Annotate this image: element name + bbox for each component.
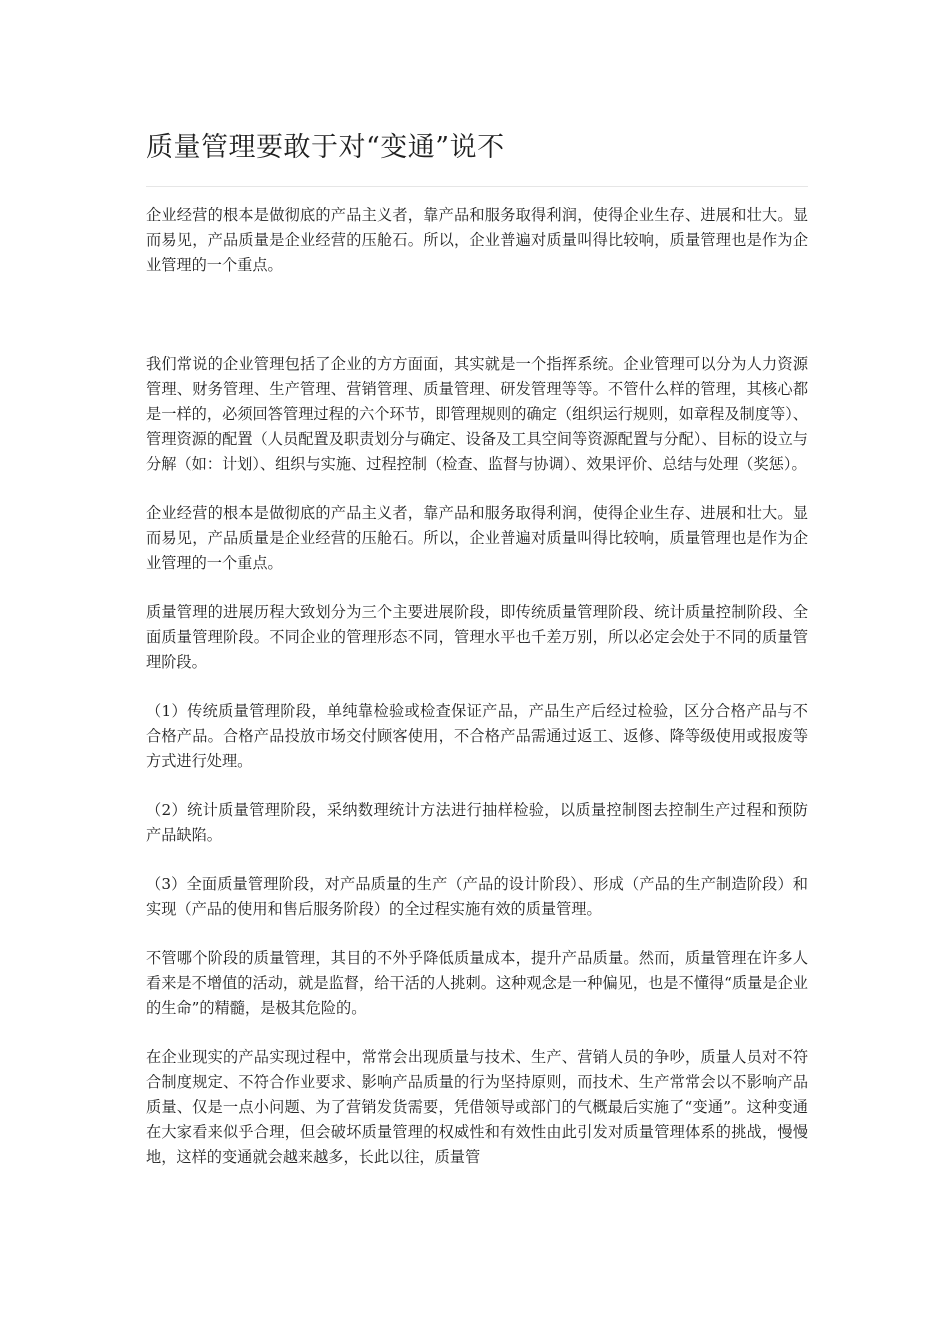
paragraph-stage-1: （1）传统质量管理阶段，单纯靠检验或检查保证产品，产品生产后经过检验，区分合格产品与不合格产品。合格产品投放市场交付顾客使用，不合格产品需通过返工、返修、降等级使用或报废等方式进行处理。: [146, 702, 808, 770]
paragraph-stage-3: （3）全面质量管理阶段，对产品质量的生产（产品的设计阶段）、形成（产品的生产制造阶段）和实现（产品的使用和售后服务阶段）的全过程实施有效的质量管理。: [146, 875, 808, 918]
paragraph-intro: 企业经营的根本是做彻底的产品主义者，靠产品和服务取得利润，使得企业生存、进展和壮大。显而易见，产品质量是企业经营的压舱石。所以，企业普遍对质量叫得比较响，质量管理也是作为企业管理的一个重点。: [146, 206, 808, 274]
article-body: [146, 203, 808, 1170]
paragraph-purpose: 不管哪个阶段的质量管理，其目的不外乎降低质量成本，提升产品质量。然而，质量管理在许多人看来是不增值的活动，就是监督，给干活的人挑刺。这种观念是一种偏见，也是不懂得“质量是企业的生命”的精髓，是极其危险的。: [146, 949, 808, 1017]
paragraph-enterprise-management: 我们常说的企业管理包括了企业的方方面面，其实就是一个指挥系统。企业管理可以分为人力资源管理、财务管理、生产管理、营销管理、质量管理、研发管理等等。不管什么样的管理，其核心都是一样的，必须回答管理过程的六个环节，即管理规则的确定（组织运行规则，如章程及制度等）、管理资源的配置（人员配置及职责划分与确定、设备及工具空间等资源配置与分配）、目标的设立与分解（如：计划）、组织与实施、过程控制（检查、监督与协调）、效果评价、总结与处理（奖惩）。: [146, 355, 808, 473]
paragraph-intro-repeat: 企业经营的根本是做彻底的产品主义者，靠产品和服务取得利润，使得企业生存、进展和壮大。显而易见，产品质量是企业经营的压舱石。所以，企业普遍对质量叫得比较响，质量管理也是作为企业管理的一个重点。: [146, 504, 808, 572]
title-divider: [146, 186, 808, 187]
paragraph-development-stages: 质量管理的进展历程大致划分为三个主要进展阶段，即传统质量管理阶段、统计质量控制阶段、全面质量管理阶段。不同企业的管理形态不同，管理水平也千差万别，所以必定会处于不同的质量管理阶段。: [146, 603, 808, 671]
paragraph-workaround: 在企业现实的产品实现过程中，常常会出现质量与技术、生产、营销人员的争吵，质量人员对不符合制度规定、不符合作业要求、影响产品质量的行为坚持原则，而技术、生产常常会以不影响产品质量、仅是一点小问题、为了营销发货需要，凭借领导或部门的气概最后实施了“变通”。这种变通在大家看来似乎合理，但会破坏质量管理的权威性和有效性由此引发对质量管理体系的挑战，慢慢地，这样的变通就会越来越多，长此以往，质量管: [146, 1048, 808, 1166]
paragraph-stage-2: （2）统计质量管理阶段，采纳数理统计方法进行抽样检验，以质量控制图去控制生产过程和预防产品缺陷。: [146, 801, 808, 844]
article-title: 质量管理要敢于对“变通”说不: [146, 132, 505, 163]
